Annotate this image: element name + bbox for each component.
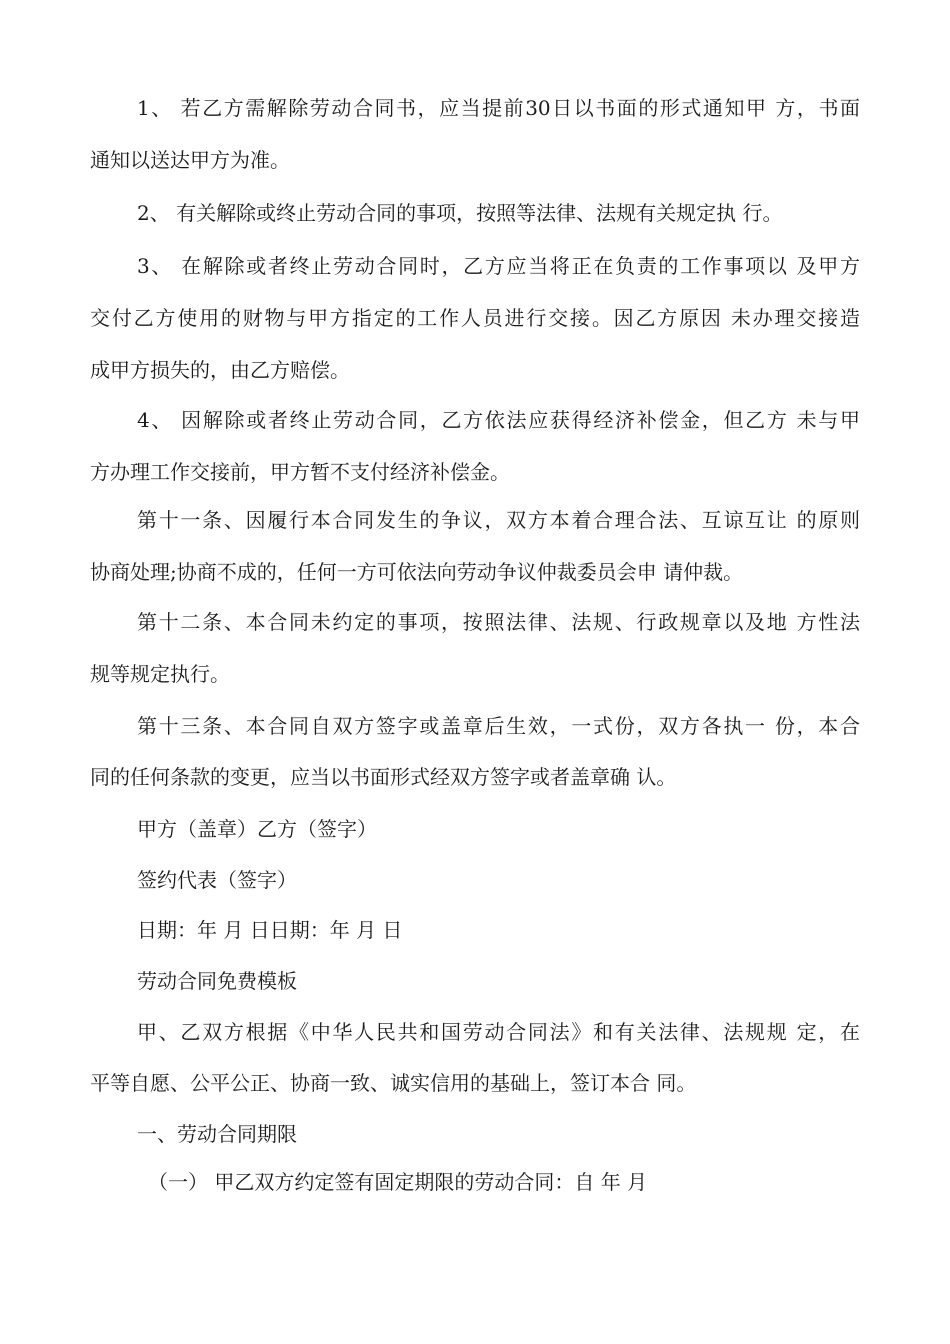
text-line: （一） 甲乙双方约定签有固定期限的劳动合同：自 年 月	[148, 1170, 648, 1194]
text-line: 交付乙方使用的财物与甲方指定的工作人员进行交接。因乙方原因 未办理交接造	[90, 306, 860, 330]
text-line: 平等自愿、公平公正、协商一致、诚实信用的基础上，签订本合 同。	[90, 1071, 697, 1095]
text-line: 成甲方损失的，由乙方赔偿。	[90, 358, 350, 382]
text-line: 协商处理;协商不成的，任何一方可依法向劳动争议仲裁委员会申 请仲裁。	[90, 560, 744, 584]
text-line: 第十二条、本合同未约定的事项，按照法律、法规、行政规章以及地 方性法	[137, 610, 860, 634]
text-line: 规等规定执行。	[90, 662, 230, 686]
text-line: 4、 因解除或者终止劳动合同，乙方依法应获得经济补偿金，但乙方 未与甲	[137, 408, 860, 432]
text-line: 方办理工作交接前，甲方暂不支付经济补偿金。	[90, 460, 510, 484]
text-line: 第十一条、因履行本合同发生的争议，双方本着合理合法、互谅互让 的原则	[137, 508, 860, 532]
text-line: 第十三条、本合同自双方签字或盖章后生效，一式份，双方各执一 份，本合	[137, 714, 860, 738]
text-line: 甲方（盖章）乙方（签字）	[137, 817, 377, 841]
text-line: 2、 有关解除或终止劳动合同的事项，按照等法律、法规有关规定执 行。	[137, 201, 783, 225]
text-line: 3、 在解除或者终止劳动合同时，乙方应当将正在负责的工作事项以 及甲方	[137, 254, 860, 278]
text-line: 签约代表（签字）	[137, 868, 297, 892]
text-line: 甲、乙双方根据《中华人民共和国劳动合同法》和有关法律、法规规 定，在	[137, 1020, 860, 1044]
text-line: 日期：年 月 日日期：年 月 日	[137, 918, 403, 942]
text-line: 同的任何条款的变更，应当以书面形式经双方签字或者盖章确 认。	[90, 765, 677, 789]
text-line: 劳动合同免费模板	[137, 969, 297, 993]
text-line: 1、 若乙方需解除劳动合同书，应当提前30日以书面的形式通知甲 方，书面	[137, 96, 860, 120]
text-line: 一、劳动合同期限	[137, 1122, 297, 1146]
text-line: 通知以送达甲方为准。	[90, 148, 290, 172]
